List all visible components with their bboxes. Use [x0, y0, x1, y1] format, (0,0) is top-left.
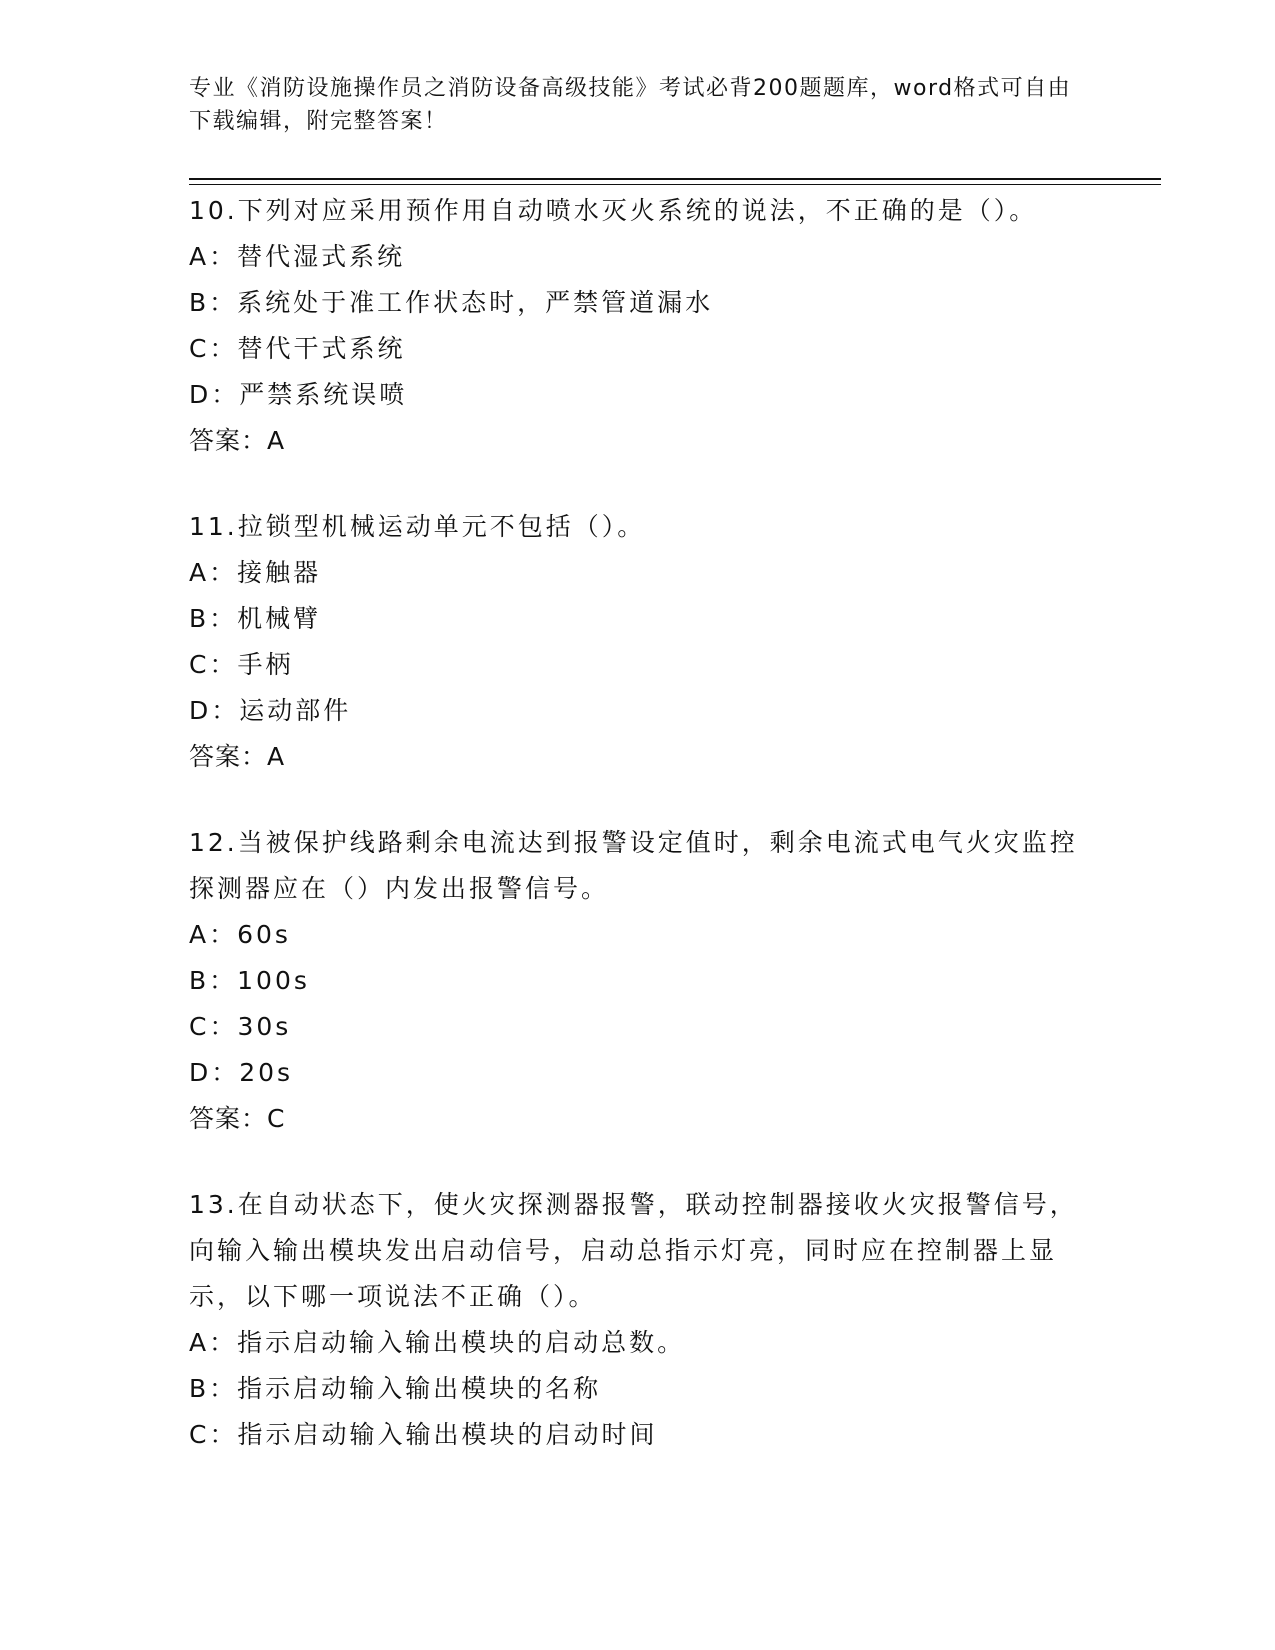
document-header: 专业《消防设施操作员之消防设备高级技能》考试必背200题题库，word格式可自由下载编辑，附完整答案！	[189, 76, 1072, 134]
question-10	[189, 188, 1089, 464]
option-b: B：100s	[189, 966, 310, 995]
option-a: A：接触器	[189, 558, 322, 587]
question-12	[189, 820, 1089, 1142]
question-stem: 10.下列对应采用预作用自动喷水灭火系统的说法，不正确的是（）。	[189, 196, 1038, 225]
option-a: A：替代湿式系统	[189, 242, 406, 271]
question-list	[189, 188, 1089, 1498]
option-b: B：机械臂	[189, 604, 322, 633]
option-c: C：指示启动输入输出模块的启动时间	[189, 1420, 658, 1449]
question-stem: 11.拉锁型机械运动单元不包括（）。	[189, 512, 646, 541]
option-c: C：替代干式系统	[189, 334, 406, 363]
answer: 答案：C	[189, 1104, 286, 1133]
question-13	[189, 1182, 1089, 1458]
option-d: D：20s	[189, 1058, 294, 1087]
answer: 答案：A	[189, 742, 286, 771]
option-c: C：手柄	[189, 650, 294, 679]
option-c: C：30s	[189, 1012, 292, 1041]
question-stem: 13.在自动状态下，使火灾探测器报警，联动控制器接收火灾报警信号，向输入输出模块发出启动信号，启动总指示灯亮，同时应在控制器上显示，以下哪一项说法不正确（）。	[189, 1190, 1078, 1311]
question-stem: 12.当被保护线路剩余电流达到报警设定值时，剩余电流式电气火灾监控探测器应在（）内发出报警信号。	[189, 828, 1078, 903]
header-rule-thick	[189, 178, 1161, 180]
option-a: A：60s	[189, 920, 291, 949]
header-rule-thin	[189, 184, 1161, 185]
option-a: A：指示启动输入输出模块的启动总数。	[189, 1328, 686, 1357]
option-d: D：运动部件	[189, 696, 352, 725]
question-11	[189, 504, 1089, 780]
option-b: B：系统处于准工作状态时，严禁管道漏水	[189, 288, 714, 317]
answer: 答案：A	[189, 426, 286, 455]
option-b: B：指示启动输入输出模块的名称	[189, 1374, 602, 1403]
option-d: D：严禁系统误喷	[189, 380, 408, 409]
